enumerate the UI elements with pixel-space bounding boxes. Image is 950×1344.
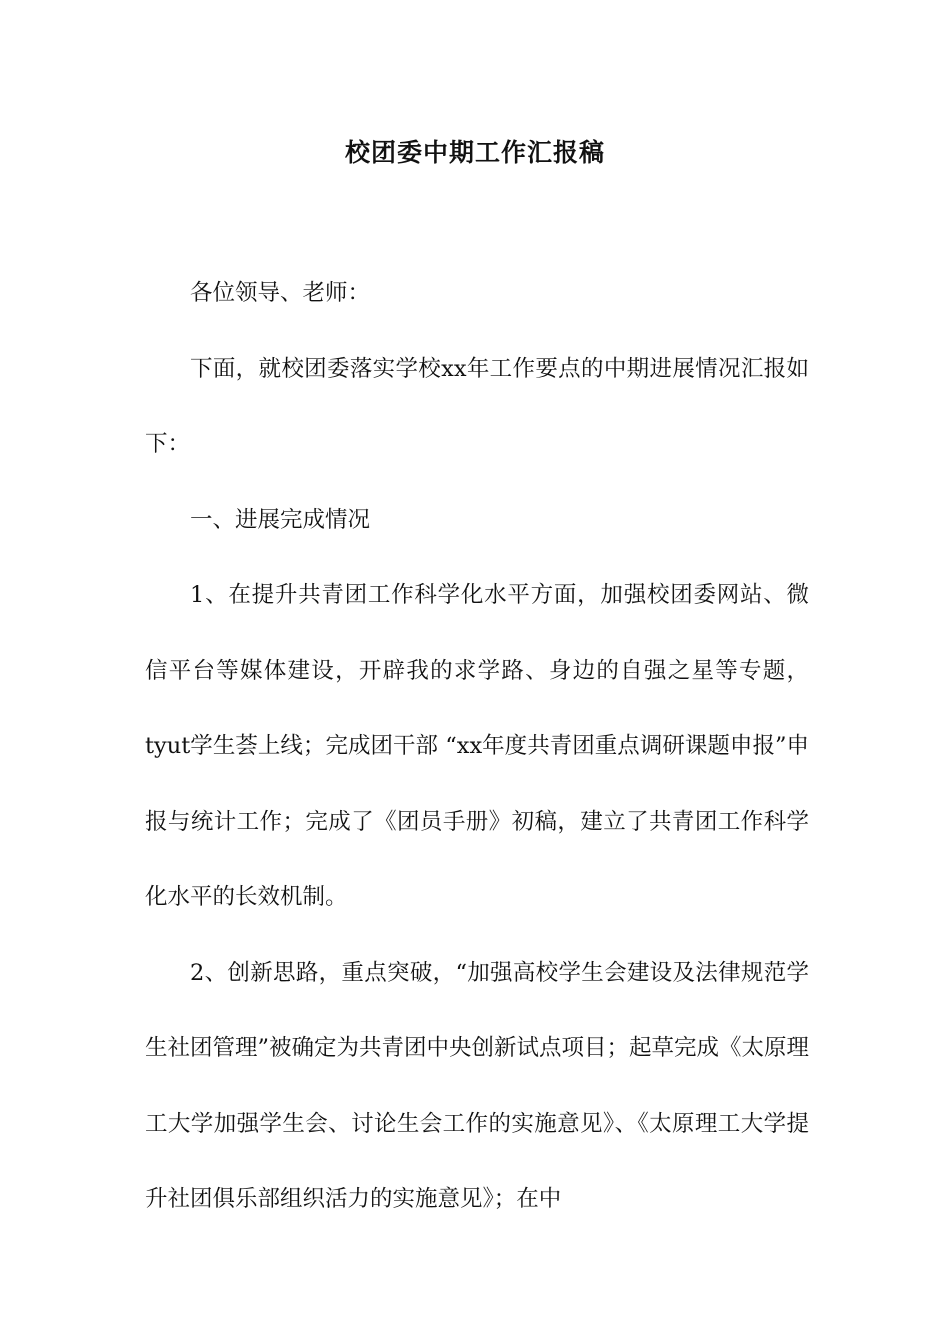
section-heading: 一、进展完成情况	[190, 506, 371, 533]
document-body	[145, 256, 809, 1238]
document-title: 校团委中期工作汇报稿	[344, 138, 605, 167]
item-2-paragraph: 2、创新思路，重点突破，“加强高校学生会建设及法律规范学生社团管理”被确定为共青团中央创新试点项目；起草完成《太原理工大学加强学生会、讨论生会工作的实施意见》、《太原理工大学提升社团俱乐部组织活力的实施意见》；在中	[145, 959, 810, 1212]
item-1-paragraph: 1、在提升共青团工作科学化水平方面，加强校团委网站、微信平台等媒体建设，开辟我的求学路、身边的自强之星等专题， tyut学生荟上线；完成团干部 “xx年度共青团重点调研课题申报”申报与统计工作；完成了《团员手册》初稿，建立了共青团工作科学化水平的长效机制。	[145, 582, 809, 910]
salutation-paragraph: 各位领导、老师：	[190, 280, 371, 306]
intro-paragraph: 下面，就校团委落实学校xx年工作要点的中期进展情况汇报如下：	[145, 355, 809, 457]
